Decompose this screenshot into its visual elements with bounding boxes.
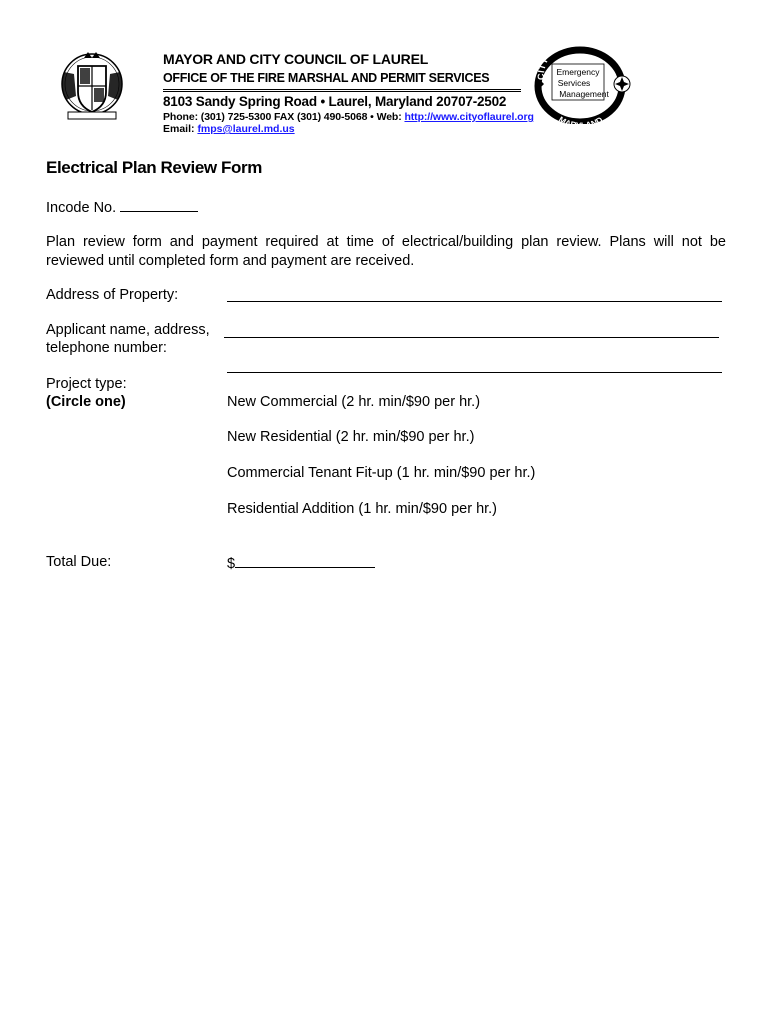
- project-option-commercial-tenant-fitup[interactable]: Commercial Tenant Fit-up (1 hr. min/$90 per hr.): [227, 465, 536, 481]
- org-office: OFFICE OF THE FIRE MARSHAL AND PERMIT SERVICES: [163, 71, 490, 85]
- city-seal-icon: [52, 46, 132, 126]
- applicant-line-1[interactable]: [224, 337, 719, 338]
- currency-symbol: $: [227, 556, 236, 572]
- circle-one-label: (Circle one): [46, 394, 126, 410]
- address-label: Address of Property:: [46, 287, 179, 303]
- total-due-label: Total Due:: [46, 554, 112, 570]
- applicant-label-line2: telephone number:: [46, 340, 167, 356]
- logo-bottom-text: MA ND: [556, 114, 605, 124]
- org-name: MAYOR AND CITY COUNCIL OF LAUREL: [163, 51, 429, 67]
- total-due-blank[interactable]: [235, 554, 375, 568]
- email-label: Email:: [163, 123, 198, 135]
- project-type-label: Project type:: [46, 376, 127, 392]
- logo-line2: Services: [557, 78, 591, 88]
- incode-field: [46, 198, 198, 216]
- project-option-new-residential[interactable]: New Residential (2 hr. min/$90 per hr.): [227, 429, 475, 445]
- incode-label: Incode No.: [46, 200, 117, 216]
- total-due-field: [227, 554, 375, 572]
- applicant-line-2[interactable]: [227, 372, 722, 373]
- project-option-residential-addition[interactable]: Residential Addition (1 hr. min/$90 per hr.): [227, 501, 498, 517]
- header-rule-bottom: [163, 91, 521, 92]
- incode-blank[interactable]: [120, 198, 198, 212]
- header-rule-top: [163, 89, 521, 90]
- project-option-new-commercial[interactable]: New Commercial (2 hr. min/$90 per hr.): [227, 394, 481, 410]
- phone-fax-text: Phone: (301) 725-5300 FAX (301) 490-5068 • Web:: [163, 111, 405, 123]
- email-link[interactable]: fmps@laurel.md.us: [197, 123, 295, 135]
- website-link[interactable]: http://www.cityoflaurel.org: [404, 111, 534, 123]
- logo-top-text: CITY OF: [535, 44, 561, 81]
- instructions-text: Plan review form and payment required at time of electrical/building plan review. Plans will not be reviewed until completed form and payment are received.: [46, 234, 726, 269]
- contact-line: [163, 111, 534, 123]
- emergency-services-logo-icon: [532, 44, 636, 124]
- email-line: [163, 123, 295, 135]
- applicant-label-line1: Applicant name, address,: [46, 322, 210, 338]
- form-title: Electrical Plan Review Form: [46, 158, 262, 177]
- logo-line1: Emergency: [556, 67, 600, 77]
- address-line[interactable]: [227, 301, 722, 302]
- org-address: 8103 Sandy Spring Road • Laurel, Maryland 20707-2502: [163, 94, 507, 109]
- logo-line3: Management: [559, 89, 609, 99]
